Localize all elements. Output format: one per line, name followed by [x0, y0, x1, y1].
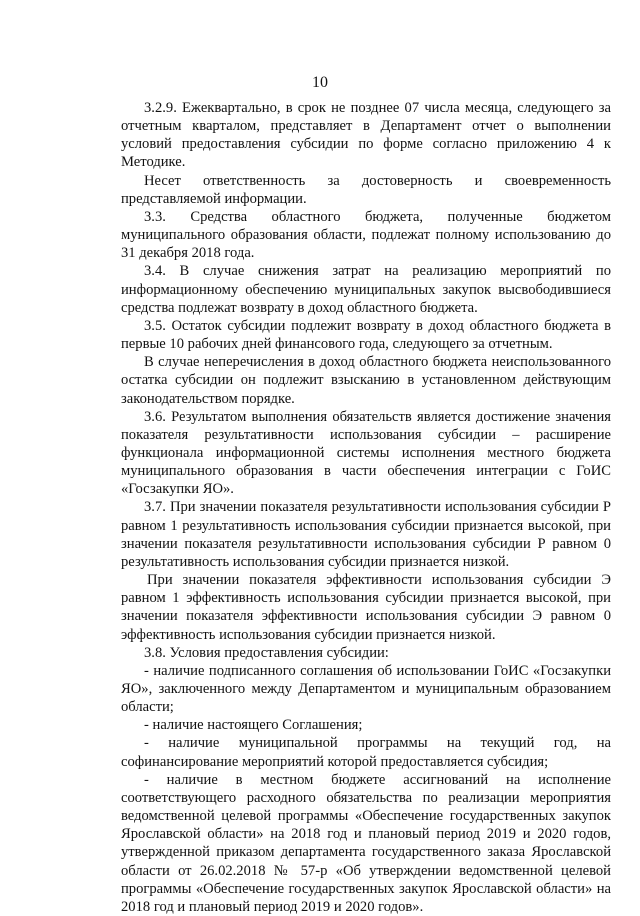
paragraph-efficiency: При значении показателя эффективности использования субсидии Э равном 1 эффективность использования субсидии признается высокой, при значении показателя эффективности использования субсидии Э равном 0 эффективность использования субсидии признается низкой.	[121, 572, 611, 643]
paragraph-3-5: 3.5. Остаток субсидии подлежит возврату в доход областного бюджета в первые 10 рабочих дней финансового года, следующего за отчетным.	[121, 317, 611, 353]
paragraph-non-transfer: В случае неперечисления в доход областного бюджета неиспользованного остатка субсидии он подлежит взысканию в установленном действующим законодательством порядке.	[121, 354, 611, 407]
paragraph-3-7: 3.7. При значении показателя результативности использования субсидии Р равном 1 результативность использования субсидии признается высокой, при значении показателя результативности использования субсидии Р равном 0 результативность использования субсидии признается низкой.	[121, 499, 611, 570]
paragraph-3-3: 3.3. Средства областного бюджета, полученные бюджетом муниципального образования области, подлежат полному использованию до 31 декабря 2018 года.	[121, 208, 611, 262]
list-item-this-agreement: - наличие настоящего Соглашения;	[144, 717, 363, 734]
paragraph-3-2-9: 3.2.9. Ежеквартально, в срок не позднее 07 числа месяца, следующего за отчетным кварталом, представляет в Департамент отчет о выполнении условий предоставления субсидии по форме согласно приложению 4 к Методике.	[121, 100, 611, 171]
paragraph-3-8: 3.8. Условия предоставления субсидии:	[144, 644, 389, 661]
list-item-municipal-program: - наличие муниципальной программы на текущий год, на софинансирование мероприятий которой предоставляется субсидия;	[121, 735, 611, 770]
list-item-signed-agreement: - наличие подписанного соглашения об использовании ГоИС «Госзакупки ЯО», заключенного между Департаментом и муниципальным образованием области;	[121, 662, 611, 716]
list-item-budget-allocations: - наличие в местном бюджете ассигнований на исполнение соответствующего расходного обязательства по реализации мероприятия ведомственной целевой программы «Обеспечение государственных закупок Ярославской области» на 2018 год и плановый период 2019 и 2020 годов, утвержденной приказом департамента государственного заказа Ярославской области от 26.02.2018 № 57-р «Об утверждении ведомственной целевой программы «Обеспечение государственных закупок Ярославской области» на 2018 год и плановый период 2019 и 2020 годов».	[121, 771, 611, 915]
page-number: 10	[312, 74, 328, 91]
paragraph-3-6: 3.6. Результатом выполнения обязательств является достижение значения показателя результативности использования субсидии – расширение функционала информационной системы исполнения местного бюджета муниципального образования в части обеспечения интеграции с ГоИС «Госзакупки ЯО».	[121, 408, 611, 498]
paragraph-3-4: 3.4. В случае снижения затрат на реализацию мероприятий по информационному обеспечению муниципальных закупок высвободившиеся средства подлежат возврату в доход областного бюджета.	[121, 263, 611, 316]
paragraph-responsibility: Несет ответственность за достоверность и своевременность представляемой информации.	[121, 172, 611, 207]
document-body	[121, 99, 611, 916]
